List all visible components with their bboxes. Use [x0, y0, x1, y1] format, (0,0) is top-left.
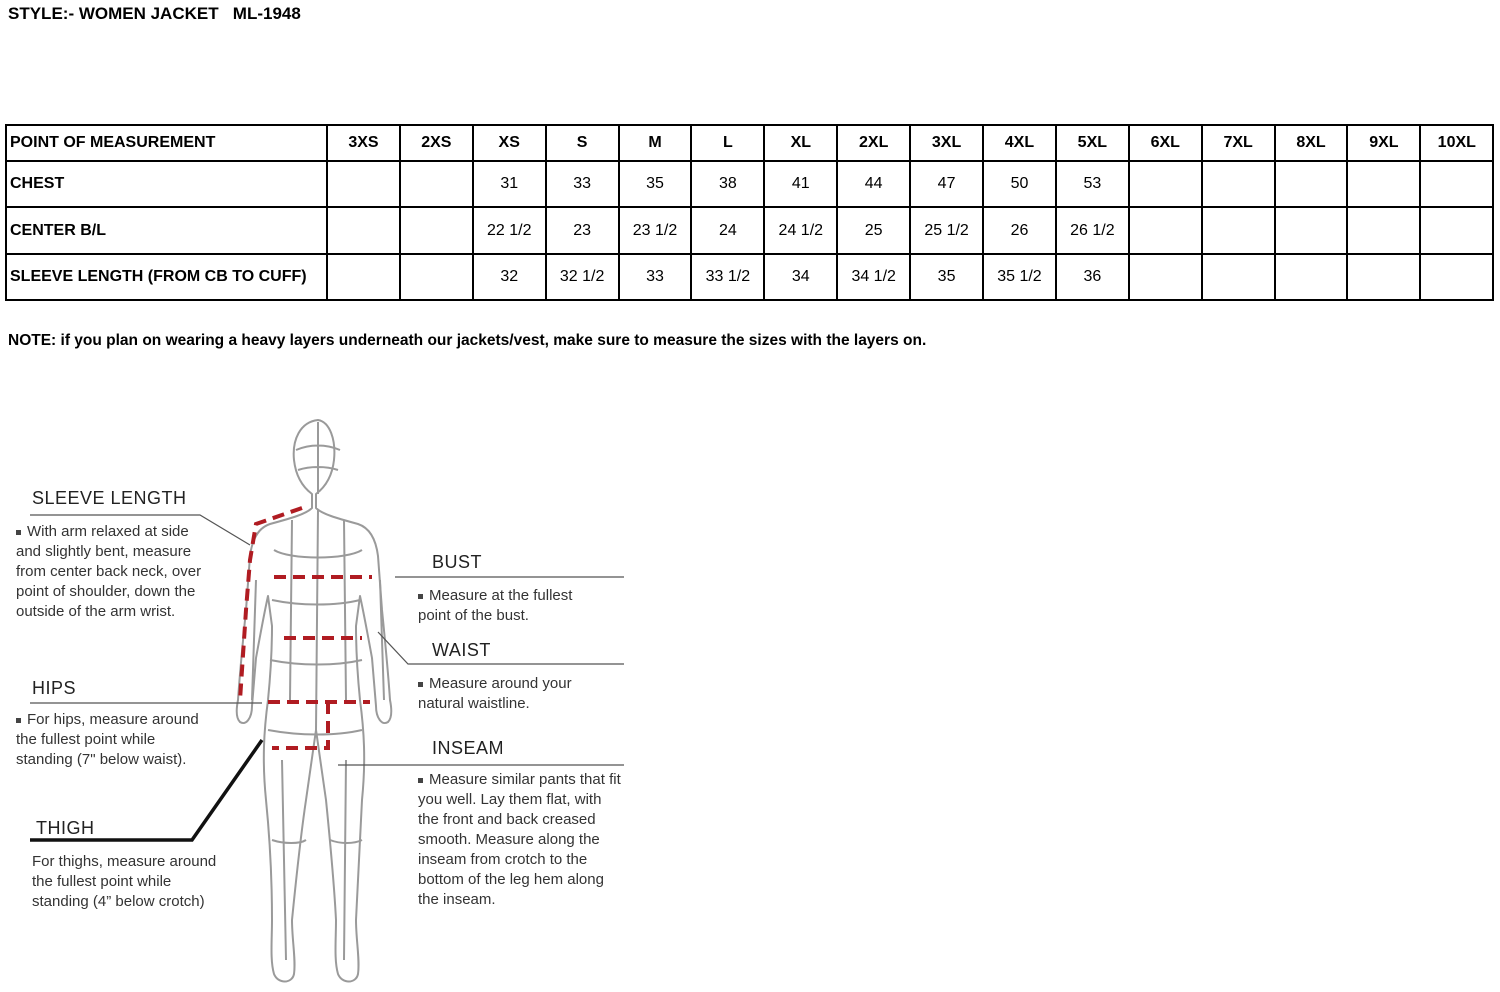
- table-cell: 33: [546, 161, 619, 207]
- table-cell: [1347, 161, 1420, 207]
- column-header-size: 7XL: [1202, 125, 1275, 161]
- table-cell: [1129, 207, 1202, 253]
- table-cell: [327, 207, 400, 253]
- bust-description: Measure at the fullest point of the bust.: [418, 587, 573, 624]
- table-cell: 36: [1056, 254, 1129, 300]
- column-header-size: 2XS: [400, 125, 473, 161]
- inseam-description: Measure similar pants that fit you well. Lay them flat, with the front and back creased smooth. Measure along the inseam from crotch to the bottom of the leg hem along the inseam.: [418, 771, 621, 908]
- size-chart-table: [5, 124, 1494, 301]
- table-cell: 25 1/2: [910, 207, 983, 253]
- table-cell: 24 1/2: [764, 207, 837, 253]
- column-header-size: 10XL: [1420, 125, 1493, 161]
- sleeve-length-label: SLEEVE LENGTH: [32, 488, 187, 508]
- table-cell: 24: [691, 207, 764, 253]
- column-header-size: M: [619, 125, 692, 161]
- row-label: CENTER B/L: [6, 207, 327, 253]
- table-cell: [1275, 161, 1348, 207]
- table-cell: [327, 161, 400, 207]
- table-cell: 47: [910, 161, 983, 207]
- table-cell: [1275, 207, 1348, 253]
- table-cell: [1420, 254, 1493, 300]
- table-cell: 23: [546, 207, 619, 253]
- table-cell: [1129, 254, 1202, 300]
- row-label: SLEEVE LENGTH (FROM CB TO CUFF): [6, 254, 327, 300]
- waist-label: WAIST: [432, 640, 491, 660]
- table-cell: 31: [473, 161, 546, 207]
- sleeve-length-description: With arm relaxed at side and slightly bent, measure from center back neck, over point of shoulder, down the outside of the arm wrist.: [16, 523, 202, 620]
- column-header-size: XL: [764, 125, 837, 161]
- column-header-size: 4XL: [983, 125, 1056, 161]
- table-cell: [1275, 254, 1348, 300]
- row-label: CHEST: [6, 161, 327, 207]
- table-cell: 32: [473, 254, 546, 300]
- thigh-label: THIGH: [36, 818, 95, 838]
- column-header-size: 2XL: [837, 125, 910, 161]
- measurement-guide: [0, 400, 640, 992]
- table-row: [6, 161, 1493, 207]
- table-cell: [400, 254, 473, 300]
- table-cell: [1202, 254, 1275, 300]
- table-cell: 33: [619, 254, 692, 300]
- inseam-label: INSEAM: [432, 738, 505, 758]
- table-cell: 35: [910, 254, 983, 300]
- hips-description: For hips, measure around the fullest point while standing (7" below waist).: [16, 711, 199, 768]
- table-cell: 50: [983, 161, 1056, 207]
- column-header-size: 8XL: [1275, 125, 1348, 161]
- column-header-size: 5XL: [1056, 125, 1129, 161]
- column-header-size: 6XL: [1129, 125, 1202, 161]
- table-cell: [400, 207, 473, 253]
- table-cell: 22 1/2: [473, 207, 546, 253]
- bullet-icon: [418, 682, 423, 687]
- table-row: [6, 254, 1493, 300]
- table-cell: 38: [691, 161, 764, 207]
- hips-label: HIPS: [32, 678, 77, 698]
- table-cell: [1129, 161, 1202, 207]
- column-header-size: 9XL: [1347, 125, 1420, 161]
- table-cell: 33 1/2: [691, 254, 764, 300]
- table-cell: 23 1/2: [619, 207, 692, 253]
- bullet-icon: [16, 530, 21, 535]
- column-header-measurement: POINT OF MEASUREMENT: [6, 125, 327, 161]
- page-title: STYLE:- WOMEN JACKET ML-1948: [8, 4, 301, 23]
- bullet-icon: [418, 778, 423, 783]
- column-header-size: L: [691, 125, 764, 161]
- bullet-icon: [16, 718, 21, 723]
- table-cell: 44: [837, 161, 910, 207]
- table-cell: 35 1/2: [983, 254, 1056, 300]
- column-header-size: 3XS: [327, 125, 400, 161]
- column-header-size: XS: [473, 125, 546, 161]
- table-cell: 26 1/2: [1056, 207, 1129, 253]
- thigh-description: For thighs, measure around the fullest point while standing (4” below crotch): [32, 853, 217, 910]
- table-cell: [1420, 207, 1493, 253]
- table-cell: 41: [764, 161, 837, 207]
- table-cell: [1347, 207, 1420, 253]
- table-cell: [327, 254, 400, 300]
- table-cell: 35: [619, 161, 692, 207]
- column-header-size: S: [546, 125, 619, 161]
- layering-note: NOTE: if you plan on wearing a heavy layers underneath our jackets/vest, make sure to measure the sizes with the layers on.: [8, 332, 927, 349]
- table-cell: 34 1/2: [837, 254, 910, 300]
- table-row: [6, 207, 1493, 253]
- table-cell: 25: [837, 207, 910, 253]
- table-header-row: [6, 125, 1493, 161]
- table-cell: 34: [764, 254, 837, 300]
- table-cell: [1420, 161, 1493, 207]
- table-cell: 53: [1056, 161, 1129, 207]
- bullet-icon: [418, 594, 423, 599]
- bust-label: BUST: [432, 552, 483, 572]
- table-cell: [1202, 161, 1275, 207]
- column-header-size: 3XL: [910, 125, 983, 161]
- table-cell: [1347, 254, 1420, 300]
- table-cell: 32 1/2: [546, 254, 619, 300]
- table-cell: [400, 161, 473, 207]
- table-cell: 26: [983, 207, 1056, 253]
- waist-description: Measure around your natural waistline.: [418, 675, 572, 712]
- table-cell: [1202, 207, 1275, 253]
